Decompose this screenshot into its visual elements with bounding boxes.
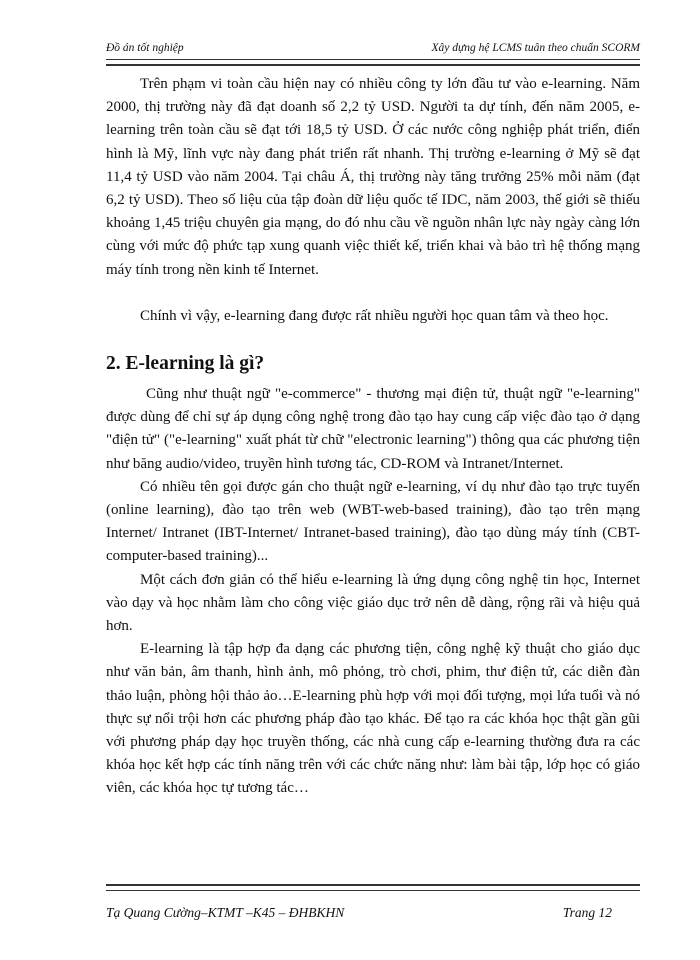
page-footer	[106, 905, 640, 925]
page-header	[106, 40, 640, 60]
footer-rule	[106, 884, 640, 891]
header-rule	[106, 59, 640, 66]
header-title-left: Đồ án tốt nghiệp	[106, 42, 184, 54]
paragraph-definition: Cũng như thuật ngữ "e-commerce" - thương mại điện tử, thuật ngữ "e-learning" được dùng để chỉ sự áp dụng công nghệ trong đào tạo hay cung cấp việc đào tạo ở dạng "điện tử" ("e-learning" xuất phát từ chữ "electronic learning") thông qua các phương tiện như băng audio/video, truyền hình tương tác, CD-ROM và Intranet/Internet.	[106, 386, 640, 472]
paragraph-market: Trên phạm vi toàn cầu hiện nay có nhiều công ty lớn đầu tư vào e-learning. Năm 2000, thị trường này đã đạt doanh số 2,2 tỷ USD. Người ta dự tính, đến năm 2005, e-learning trên toàn cầu sẽ đạt tới 18,5 tỷ USD. Ở các nước công nghiệp phát triển, điển hình là Mỹ, lĩnh vực này đang phát triển rất nhanh. Thị trường e-learning ở Mỹ sẽ đạt 11,4 tỷ USD vào năm 2004. Tại châu Á, thị trường này tăng trưởng 25% mỗi năm (đạt 6,2 tỷ USD). Theo số liệu của tập đoàn dữ liệu quốc tế IDC, năm 2003, thế giới sẽ thiếu khoảng 1,45 triệu chuyên gia mạng, do đó nhu cầu về nguồn nhân lực này ngày càng lớn cùng với mức độ phức tạp xung quanh việc thiết kế, triển khai và bảo trì hệ thống mạng máy tính trong nền kinh tế Internet.	[106, 76, 640, 278]
footer-author: Tạ Quang Cường–KTMT –K45 – ĐHBKHN	[106, 905, 345, 920]
page-body	[106, 73, 640, 801]
paragraph-conclusion: Chính vì vậy, e-learning đang được rất nhiều người học quan tâm và theo học.	[140, 307, 609, 324]
header-title-right: Xây dựng hệ LCMS tuân theo chuẩn SCORM	[431, 42, 640, 54]
paragraph-media: E-learning là tập hợp đa dạng các phương tiện, công nghệ kỹ thuật cho giáo dục như văn bản, âm thanh, hình ảnh, mô phỏng, trò chơi, phim, thư điện tử, các diễn đàn thảo luận, phòng hội thảo ảo…E-learning phù hợp với mọi đối tượng, mọi lứa tuổi và nó thực sự nổi trội hơn các phương pháp đào tạo khác. Để tạo ra các khóa học thật gần gũi với phương pháp dạy học truyền thống, các nhà cung cấp e-learning thường đưa ra các khóa học kết hợp các tính năng trên với các chức năng như: làm bài tập, lớp học có giáo viên, các khóa học tự tương tác…	[106, 641, 640, 797]
page-number: Trang 12	[562, 905, 612, 920]
paragraph-simple: Một cách đơn giản có thể hiểu e-learning là ứng dụng công nghệ tin học, Internet vào dạy và học nhằm làm cho công việc giáo dục trở nên dễ dàng, rộng rãi và hiệu quả hơn.	[106, 571, 640, 635]
paragraph-names: Có nhiều tên gọi được gán cho thuật ngữ e-learning, ví dụ như đào tạo trực tuyến (online learning), đào tạo trên web (WBT-web-based training), đào tạo trên mạng Internet/ Intranet (IBT-Internet/ Intranet-based training), đào tạo dùng máy tính (CBT-computer-based training)...	[106, 478, 640, 565]
section-heading: 2. E-learning là gì?	[106, 353, 265, 375]
